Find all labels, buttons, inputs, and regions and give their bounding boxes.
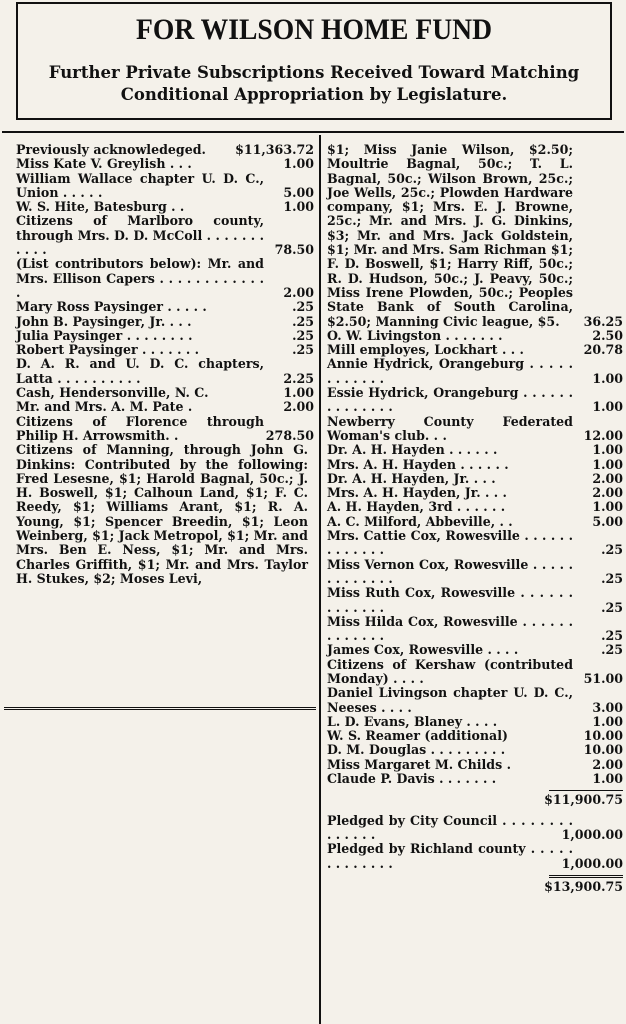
subscription-entry-amount: 1.00 <box>592 713 623 729</box>
subscription-entry-text: James Cox, Rowesville . . . . <box>327 642 519 658</box>
subscription-entry-amount: .25 <box>601 542 623 558</box>
subscription-entry <box>16 172 314 201</box>
subscription-entry <box>327 443 623 457</box>
subscription-entry-amount: 2.00 <box>283 284 314 300</box>
manning-contributors-paragraph: Citizens of Manning, through John G. Dinkins: Contributed by the following: Fred Lesesne, $1; Harold Bagnal, 50c.; J. H. Boswell, $1; Calhoun Land, $1; F. C. Reedy, $1; Williams Arant, $1; R. A. Young, $1; Spencer Breedin, $1; Leon Weinberg, $1; Jack Metropol, $1; Mr. and Mrs. Ben E. Ness, $1; Mr. and Mrs. Charles Griffith, $1; Mr. and Mrs. Taylor H. Stukes, $2; Moses Levi, <box>16 442 308 586</box>
subscription-entry <box>327 729 623 743</box>
subscription-entry-amount: .25 <box>601 599 623 615</box>
headline-title: FOR WILSON HOME FUND <box>135 13 493 46</box>
subscription-entry-text: O. W. Livingston . . . . . . . <box>327 327 503 343</box>
subscription-entry-text: Dr. A. H. Hayden, Jr. . . . <box>327 470 496 486</box>
subscription-entry-text: Previously acknowledeged. <box>16 142 206 157</box>
pledge-entry-text: Pledged by Richland county . . . . . . . . . . . . . <box>327 841 573 871</box>
subscription-entry-text: A. H. Hayden, 3rd . . . . . . <box>327 499 506 515</box>
subscription-entry <box>327 472 623 486</box>
subscription-entry <box>327 357 623 386</box>
subscription-entry-amount: 20.78 <box>583 342 623 358</box>
subscription-entry-amount: 10.00 <box>583 728 623 744</box>
subscription-entry-text: D. M. Douglas . . . . . . . . . <box>327 742 506 758</box>
subscription-entry-amount: .25 <box>601 642 623 658</box>
subscription-entry-text: Julia Paysinger . . . . . . . . <box>16 327 193 343</box>
subscription-entry-amount: 51.00 <box>583 670 623 686</box>
subscription-entry-text: Citizens of Marlboro county, through Mrs. D. D. McColl . . . . . . . . . . . <box>16 213 264 258</box>
subscription-entry <box>327 558 623 587</box>
subscription-entry-text: A. C. Milford, Abbeville, . . <box>327 513 513 529</box>
pledge-entry <box>327 814 623 843</box>
subscription-entry-text: Miss Margaret M. Childs . <box>327 756 511 772</box>
subscription-entry-amount: .25 <box>292 299 314 315</box>
subscription-entry-text: Newberry County Federated Woman's club. . . <box>327 413 573 443</box>
subscription-entry <box>327 658 623 687</box>
left-entries-list <box>16 143 314 443</box>
subscription-entry-text: L. D. Evans, Blaney . . . . <box>327 713 498 729</box>
subscription-entry-text: Daniel Livingson chapter U. D. C., Neeses . . . . <box>327 685 573 715</box>
subtitle-line-1: Further Private Subscriptions Received Toward Matching <box>48 63 580 82</box>
subscription-entry-amount: 2.00 <box>592 470 623 486</box>
subscription-entry-amount: 10.00 <box>583 742 623 758</box>
subscription-entry <box>327 486 623 500</box>
subscription-entry-amount: .25 <box>601 570 623 586</box>
subscription-entry <box>16 214 314 257</box>
subscription-entry <box>16 315 314 329</box>
pledges-list <box>327 814 623 871</box>
subscription-entry-amount: 1.00 <box>283 385 314 401</box>
subscription-entry-amount: .25 <box>292 313 314 329</box>
headline-box <box>16 2 612 120</box>
subscription-entry-text: W. S. Hite, Batesburg . . <box>16 199 185 215</box>
subscription-entry <box>16 343 314 357</box>
subscription-entry-text: Mrs. A. H. Hayden, Jr. . . . <box>327 485 507 501</box>
subscription-entry <box>16 143 314 157</box>
subscription-entry-text: Annie Hydrick, Orangeburg . . . . . . . . . . . . <box>327 356 573 386</box>
subscription-entry-amount: 1.00 <box>592 370 623 386</box>
pledge-entry-amount: 1,000.00 <box>561 826 623 842</box>
subscription-entry <box>16 157 314 171</box>
headline-subtitle <box>18 62 610 106</box>
left-column-end-rule <box>4 707 316 714</box>
top-rule <box>2 131 624 133</box>
subscription-entry <box>16 357 314 386</box>
subscription-entry <box>327 743 623 757</box>
subscription-entry <box>327 615 623 644</box>
subscription-entry <box>16 200 314 214</box>
subscription-entry <box>327 515 623 529</box>
subscription-entry <box>16 329 314 343</box>
subscription-entry-amount: 2.25 <box>283 370 314 386</box>
continuation-amount: 36.25 <box>583 313 623 329</box>
subscription-entry-amount: 12.00 <box>583 427 623 443</box>
subscription-entry-amount: .25 <box>292 327 314 343</box>
subscription-entry-text: Miss Kate V. Greylish . . . <box>16 156 192 172</box>
pledge-entry-amount: 1,000.00 <box>561 855 623 871</box>
subscription-entry-text: Cash, Hendersonville, N. C. <box>16 385 209 401</box>
subscription-entry <box>327 686 623 715</box>
subscription-entry-text: Mrs. A. H. Hayden . . . . . . <box>327 456 509 472</box>
grand-total-amount: $13,900.75 <box>544 878 623 894</box>
subscription-entry-text: John B. Paysinger, Jr. . . . <box>16 313 192 329</box>
subscription-entry-amount: 1.00 <box>592 771 623 787</box>
continuation-text: $1; Miss Janie Wilson, $2.50; Moultrie Bagnal, 50c.; T. L. Bagnal, 50c.; Wilson Brown, 25c.; Joe Wells, 25c.; Plowden Hardware company, $1; Mrs. E. J. Browne, 25c.; Mr. and Mrs. J. G. Dinkins, $3; Mr. and Mrs. Jack Goldstein, $1; Mr. and Mrs. Sam Richman $1; F. D. Boswell, $1; Harry Riff, 50c.; R. D. Hudson, 50c.; J. Peavy, 50c.; Miss Irene Plowden, 50c.; Peoples State Bank of South Carolina, $2.50; Manning Civic league, $5. <box>327 142 573 329</box>
subscription-entry-text: Mr. and Mrs. A. M. Pate . <box>16 399 193 415</box>
left-column <box>16 143 314 586</box>
subscription-entry-text: William Wallace chapter U. D. C., Union . . . . . <box>16 170 264 200</box>
subscription-entry-amount: 5.00 <box>283 184 314 200</box>
subscription-entry-amount: 3.00 <box>592 699 623 715</box>
subscription-entry-text: Miss Vernon Cox, Rowesville . . . . . . . . . . . . . <box>327 556 573 586</box>
subscription-entry-amount: 2.00 <box>592 756 623 772</box>
subscription-entry <box>16 415 314 444</box>
subtotal-amount: $11,900.75 <box>544 792 623 808</box>
subscription-entry-text: (List contributors below): Mr. and Mrs. Ellison Capers . . . . . . . . . . . . . <box>16 256 264 300</box>
subscription-entry-amount: 1.00 <box>283 199 314 215</box>
subscription-entry-text: Robert Paysinger . . . . . . . <box>16 342 199 358</box>
subscription-entry-amount: 78.50 <box>274 242 314 258</box>
subscription-entry-amount: 2.00 <box>283 399 314 415</box>
subscription-entry <box>327 458 623 472</box>
subscription-entry <box>16 400 314 414</box>
subscription-entry-amount: 1.00 <box>283 156 314 172</box>
subscription-entry-amount: 2.50 <box>592 327 623 343</box>
subscription-entry-amount: 1.00 <box>592 399 623 415</box>
subscription-entry-amount: 1.00 <box>592 499 623 515</box>
pledge-entry-text: Pledged by City Council . . . . . . . . . . . . . . <box>327 812 573 842</box>
subscription-entry-amount: 1.00 <box>592 442 623 458</box>
subscription-entry-text: Citizens of Florence through Philip H. Arrowsmith. . <box>16 413 264 443</box>
subscription-entry-amount: $11,363.72 <box>235 142 314 157</box>
subscription-entry-amount: .25 <box>292 342 314 358</box>
subscription-entry-text: Dr. A. H. Hayden . . . . . . <box>327 442 498 458</box>
subscription-entry-text: W. S. Reamer (additional) <box>327 728 508 744</box>
subscription-entry <box>16 257 314 300</box>
subtotal-rule <box>549 790 623 791</box>
subscription-entry-text: Citizens of Kershaw (contributed Monday) . . . . <box>327 656 573 686</box>
subscription-entry <box>327 643 623 657</box>
subtitle-line-2: Conditional Appropriation by Legislature. <box>120 85 508 104</box>
column-divider <box>319 135 321 1024</box>
subscription-entry-text: Mary Ross Paysinger . . . . . <box>16 299 207 315</box>
manning-continuation-entry <box>327 143 623 329</box>
subscription-entry <box>16 386 314 400</box>
right-column <box>327 143 623 894</box>
pledge-entry <box>327 842 623 871</box>
subscription-entry-text: Miss Ruth Cox, Rowesville . . . . . . . . . . . . . <box>327 585 573 615</box>
subscription-entry <box>327 529 623 558</box>
subscription-entry <box>327 386 623 415</box>
subscription-entry-text: D. A. R. and U. D. C. chapters, Latta . . . . . . . . . . <box>16 356 264 386</box>
subscription-entry <box>327 500 623 514</box>
subscription-entry <box>327 343 623 357</box>
subscription-entry-amount: 2.00 <box>592 485 623 501</box>
subscription-entry <box>327 772 623 786</box>
subscription-entry-text: Miss Hilda Cox, Rowesville . . . . . . . . . . . . . <box>327 613 573 644</box>
subscription-entry <box>16 300 314 314</box>
subscription-entry <box>327 329 623 343</box>
subscription-entry <box>327 758 623 772</box>
right-entries-list <box>327 329 623 787</box>
subscription-entry-amount: 1.00 <box>592 456 623 472</box>
subscription-entry-text: Mill employes, Lockhart . . . <box>327 342 524 358</box>
grand-total-rule <box>549 875 623 878</box>
subscription-entry <box>327 586 623 615</box>
subscription-entry-text: Mrs. Cattie Cox, Rowesville . . . . . . . . . . . . . <box>327 528 573 558</box>
subscription-entry-amount: 5.00 <box>592 513 623 529</box>
subscription-entry-text: Claude P. Davis . . . . . . . <box>327 771 497 787</box>
subscription-entry <box>327 715 623 729</box>
subscription-entry <box>327 415 623 444</box>
subscription-entry-amount: 278.50 <box>265 427 314 443</box>
subscription-entry-amount: .25 <box>601 628 623 644</box>
subscription-entry-text: Essie Hydrick, Orangeburg . . . . . . . . . . . . . . <box>327 385 573 415</box>
